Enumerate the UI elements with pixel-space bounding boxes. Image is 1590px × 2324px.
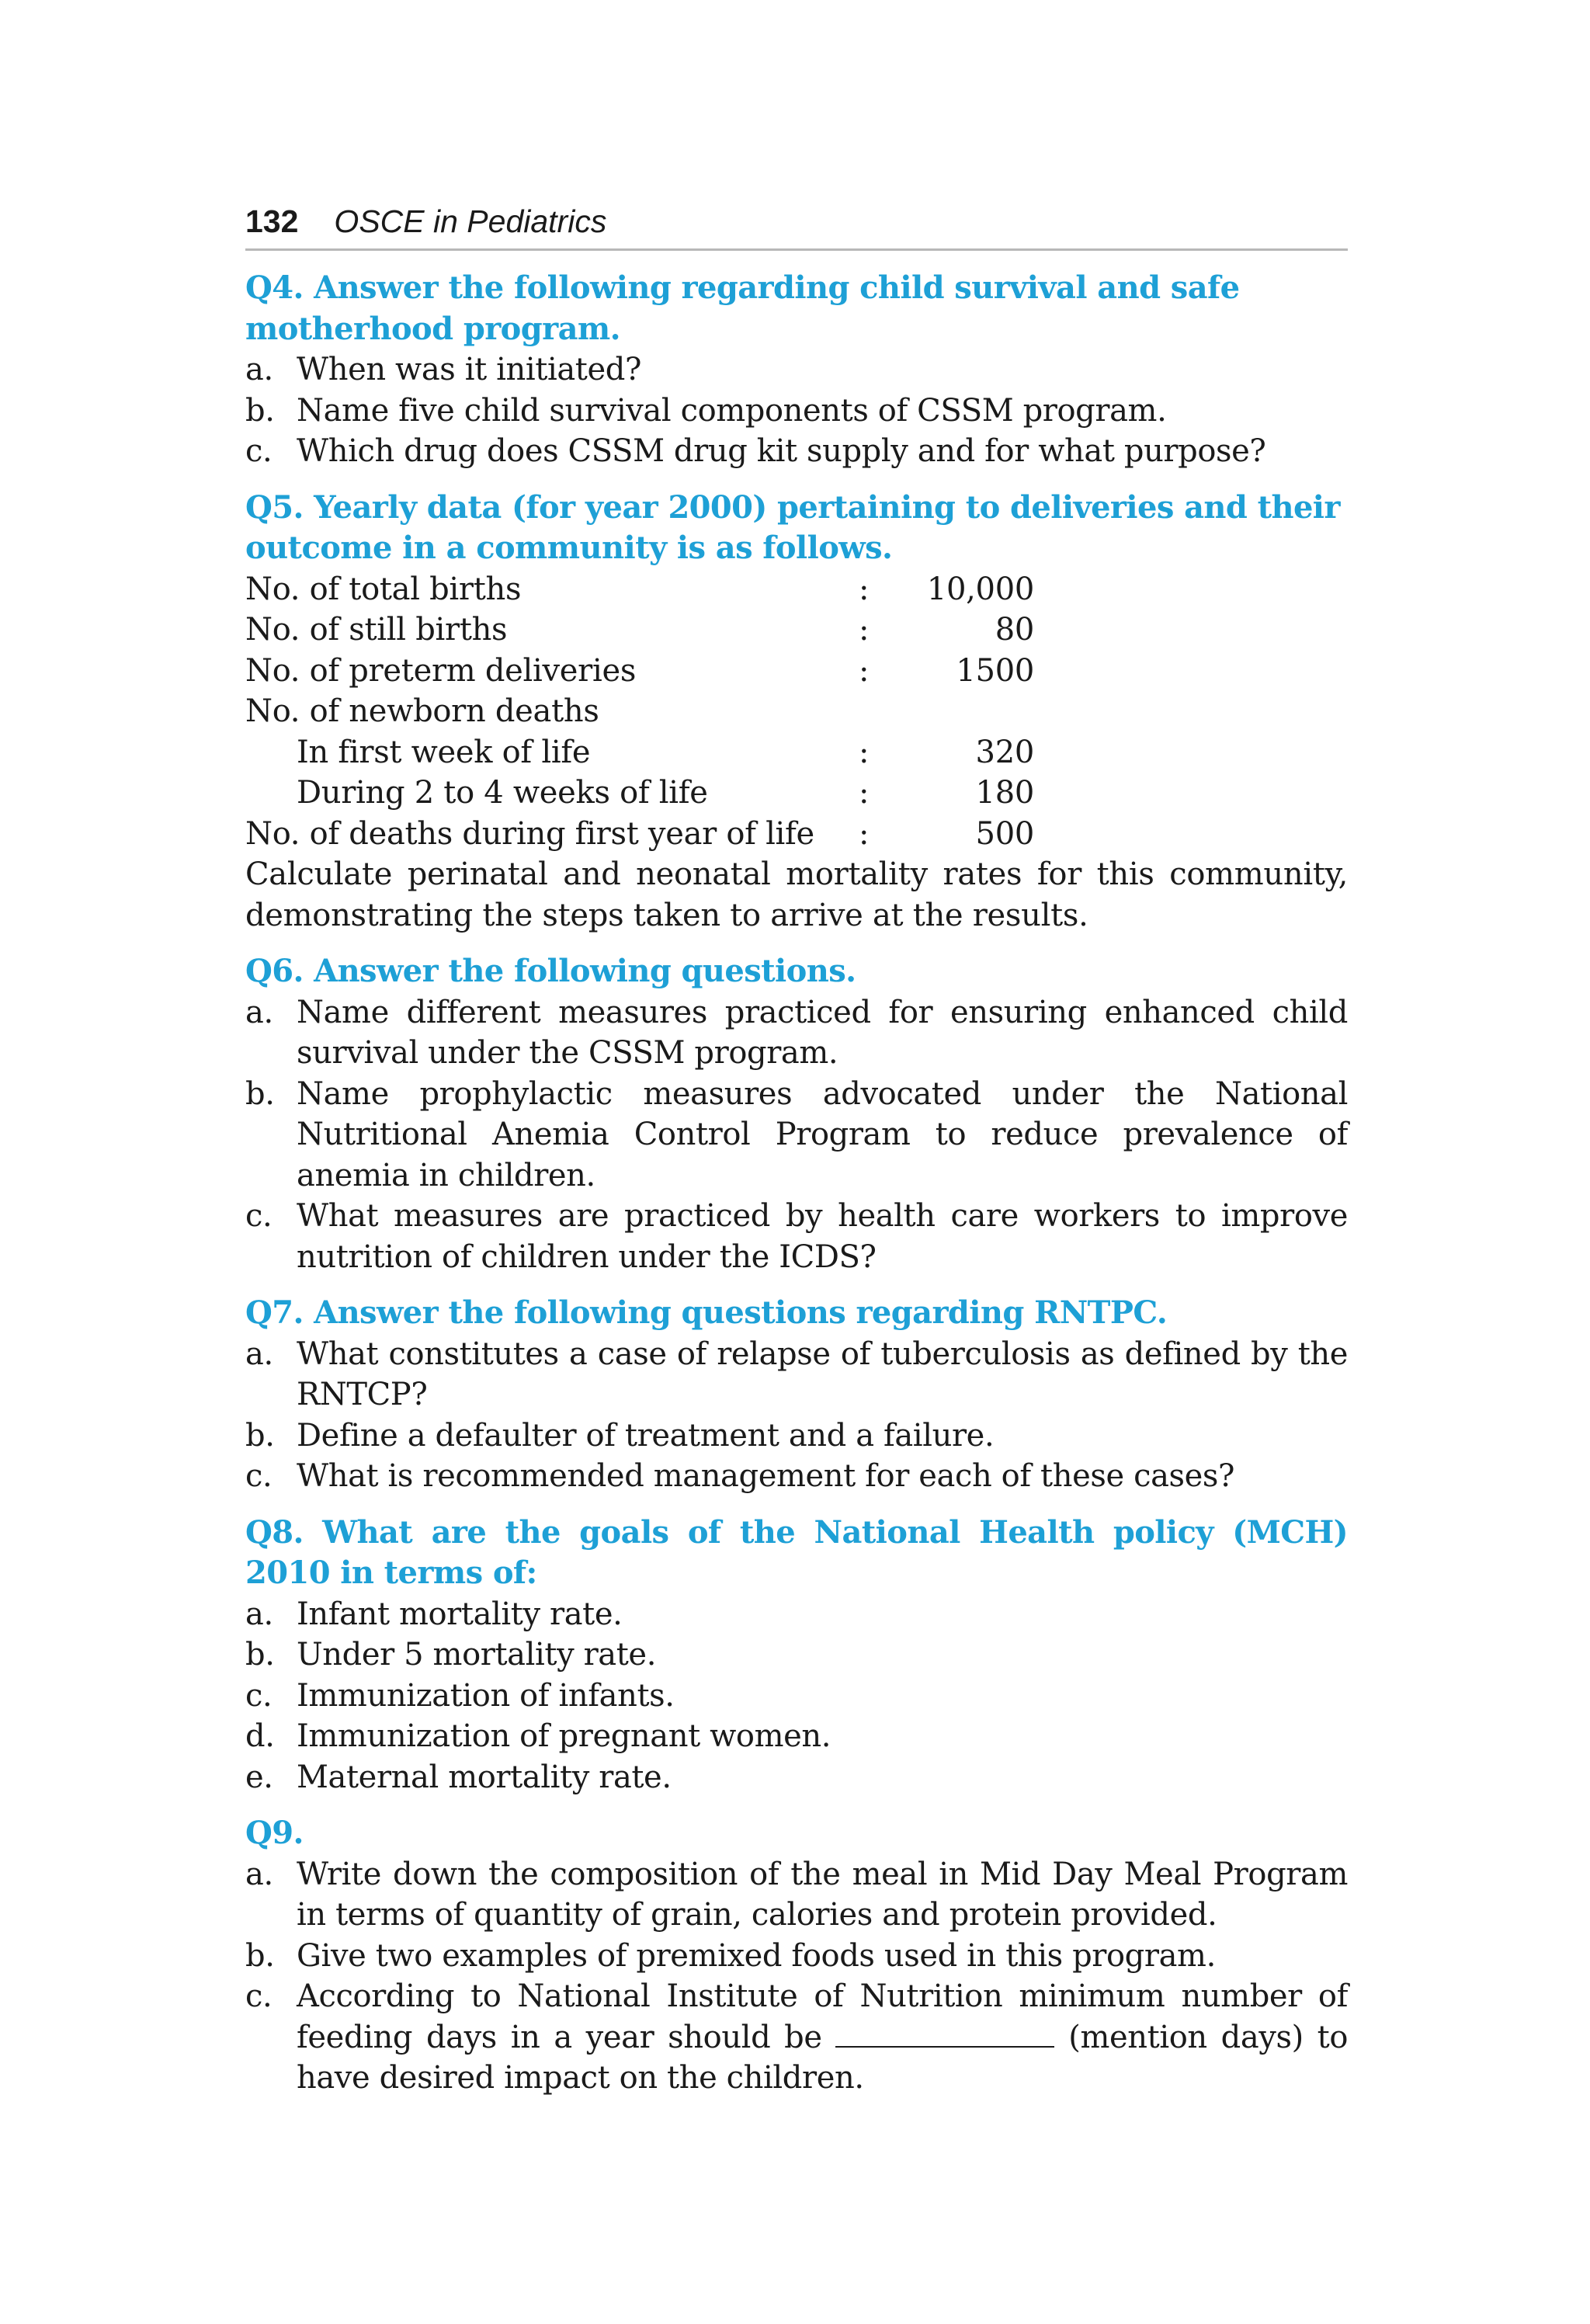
item-letter: e.	[245, 1759, 273, 1795]
item-text	[297, 1976, 1348, 2099]
data-colon: :	[859, 571, 870, 607]
list-item	[245, 1634, 1348, 1676]
list-item	[245, 1594, 1348, 1635]
list-item	[245, 431, 1348, 472]
list-item	[245, 391, 1348, 432]
item-letter: b.	[245, 1637, 275, 1673]
data-colon: :	[859, 734, 870, 770]
data-value	[882, 691, 1034, 732]
list-item	[245, 1716, 1348, 1757]
item-text: Infant mortality rate.	[297, 1596, 623, 1632]
data-label: No. of newborn deaths	[245, 693, 599, 729]
data-value: 320	[975, 734, 1034, 770]
question-9	[245, 1813, 1348, 2099]
data-row	[245, 732, 1348, 773]
question-7	[245, 1293, 1348, 1497]
question-5-heading: Q5. Yearly data (for year 2000) pertaining to deliveries and their outcome in a community is as follows.	[245, 488, 1340, 566]
list-item	[245, 349, 1348, 391]
item-letter: c.	[245, 433, 273, 469]
item-letter: a.	[245, 352, 273, 387]
item-letter: c.	[245, 1677, 273, 1714]
item-text: Name five child survival components of CSSM program.	[297, 392, 1167, 429]
item-text: Define a defaulter of treatment and a failure.	[297, 1417, 995, 1454]
data-value: 500	[975, 815, 1034, 852]
list-item	[245, 1976, 1348, 2099]
list-item	[245, 1334, 1348, 1416]
item-letter: b.	[245, 1417, 275, 1454]
question-8-heading: Q8. What are the goals of the National Health policy (MCH) 2010 in terms of:	[245, 1513, 1348, 1591]
data-value: 10,000	[926, 571, 1034, 607]
item-text: What is recommended management for each of these cases?	[297, 1458, 1235, 1494]
item-letter: c.	[245, 1458, 273, 1494]
data-colon	[859, 691, 882, 732]
question-5-instruction: Calculate perinatal and neonatal mortality rates for this community, demonstrating the steps taken to arrive at the results.	[245, 856, 1348, 933]
list-item	[245, 1757, 1348, 1798]
data-colon: :	[859, 815, 870, 852]
item-text: Name different measures practiced for ensuring enhanced child survival under the CSSM program.	[297, 994, 1348, 1071]
book-title: OSCE in Pediatrics	[334, 203, 607, 239]
page	[245, 194, 1348, 2114]
list-item	[245, 1416, 1348, 1457]
question-6	[245, 951, 1348, 1277]
item-letter: d.	[245, 1718, 275, 1754]
item-letter: b.	[245, 1075, 275, 1112]
item-text: What measures are practiced by health care workers to improve nutrition of children under the ICDS?	[297, 1198, 1348, 1275]
question-6-heading: Q6. Answer the following questions.	[245, 953, 856, 989]
list-item	[245, 1676, 1348, 1717]
item-letter: b.	[245, 1937, 275, 1974]
data-colon: :	[859, 652, 870, 689]
data-value: 180	[975, 775, 1034, 811]
item-text: Maternal mortality rate.	[297, 1759, 672, 1795]
data-row	[245, 691, 1348, 732]
data-row	[245, 610, 1348, 651]
fill-in-blank	[835, 2020, 1054, 2048]
item-letter: a.	[245, 1336, 273, 1372]
item-text-before-blank: According to National Institute of Nutrition minimum number of feeding days in a year should be	[297, 1978, 1348, 2055]
item-letter: a.	[245, 1596, 273, 1632]
question-8	[245, 1513, 1348, 1798]
question-5	[245, 488, 1348, 936]
data-label: No. of total births	[245, 571, 522, 607]
item-text: Under 5 mortality rate.	[297, 1637, 657, 1673]
item-text: Immunization of pregnant women.	[297, 1718, 831, 1754]
question-9-heading: Q9.	[245, 1815, 304, 1851]
item-text: Write down the composition of the meal in Mid Day Meal Program in terms of quantity of grain, calories and protein provided.	[297, 1856, 1348, 1933]
data-row	[245, 773, 1348, 814]
list-item	[245, 992, 1348, 1074]
item-text: Give two examples of premixed foods used in this program.	[297, 1937, 1216, 1974]
item-text: When was it initiated?	[297, 352, 641, 387]
item-letter: c.	[245, 1978, 273, 2014]
data-row	[245, 651, 1348, 692]
data-row	[245, 569, 1348, 610]
list-item	[245, 1074, 1348, 1197]
question-4	[245, 268, 1348, 472]
item-text: What constitutes a case of relapse of tuberculosis as defined by the RNTCP?	[297, 1336, 1348, 1412]
data-label: During 2 to 4 weeks of life	[297, 775, 708, 811]
item-letter: a.	[245, 994, 273, 1030]
data-colon: :	[859, 775, 870, 811]
data-row	[245, 814, 1348, 855]
data-label: No. of preterm deliveries	[245, 652, 637, 689]
question-4-heading: Q4. Answer the following regarding child survival and safe motherhood program.	[245, 269, 1240, 347]
data-colon: :	[859, 612, 870, 648]
item-text: Name prophylactic measures advocated under the National Nutritional Anemia Control Program to reduce prevalence of anemia in children.	[297, 1075, 1348, 1193]
item-text-after-blank: (mention days) to have desired impact on the children.	[297, 2019, 1349, 2096]
list-item	[245, 1936, 1348, 1977]
page-number: 132	[245, 203, 299, 239]
item-letter: a.	[245, 1856, 273, 1892]
data-label: No. of deaths during first year of life	[245, 815, 814, 852]
item-letter: c.	[245, 1198, 273, 1234]
data-value: 1500	[956, 652, 1034, 689]
data-value: 80	[995, 612, 1034, 648]
running-header	[245, 194, 1348, 251]
item-text: Which drug does CSSM drug kit supply and for what purpose?	[297, 433, 1266, 469]
data-label: No. of still births	[245, 612, 508, 648]
list-item	[245, 1196, 1348, 1277]
data-label: In first week of life	[297, 734, 591, 770]
list-item	[245, 1854, 1348, 1936]
item-text: Immunization of infants.	[297, 1677, 675, 1714]
list-item	[245, 1456, 1348, 1497]
item-letter: b.	[245, 392, 275, 429]
question-7-heading: Q7. Answer the following questions regarding RNTPC.	[245, 1294, 1168, 1331]
